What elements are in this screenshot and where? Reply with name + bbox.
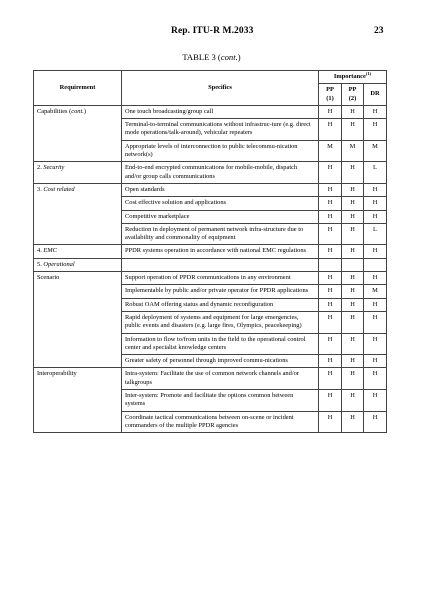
importance-label: Importance xyxy=(333,73,366,80)
specifics-cell: One touch broadcasting/group call xyxy=(122,105,319,118)
table-row xyxy=(34,162,387,184)
importance-dr-cell: H xyxy=(364,210,387,223)
importance-pp2-cell: H xyxy=(342,285,364,298)
importance-pp2-cell: H xyxy=(342,298,364,311)
specifics-cell: Support operation of PPDR communications in any environment xyxy=(122,272,319,285)
table-row xyxy=(34,140,387,162)
requirement-cell xyxy=(34,197,122,210)
requirement-suffix: ) xyxy=(83,107,87,115)
importance-pp1-cell: H xyxy=(319,272,342,285)
importance-dr-cell xyxy=(364,258,387,271)
importance-pp2-cell: H xyxy=(342,411,364,433)
header-importance xyxy=(319,71,387,84)
specifics-cell: Competitive marketplace xyxy=(122,210,319,223)
specifics-cell: Open standards xyxy=(122,183,319,196)
requirement-cell xyxy=(34,140,122,162)
importance-dr-cell: H xyxy=(364,390,387,412)
requirement-cell xyxy=(34,119,122,141)
importance-pp2-cell: M xyxy=(342,140,364,162)
requirement-cell xyxy=(34,311,122,333)
specifics-cell: Information to flow to/from units in the field to the operational control center and specialist knowledge centers xyxy=(122,333,319,355)
importance-pp1-cell: H xyxy=(319,390,342,412)
table-row xyxy=(34,210,387,223)
importance-dr-cell: L xyxy=(364,162,387,184)
importance-dr-cell: H xyxy=(364,411,387,433)
importance-pp1-cell: H xyxy=(319,105,342,118)
importance-pp2-cell: H xyxy=(342,355,364,368)
requirement-cell xyxy=(34,223,122,245)
importance-pp2-cell: H xyxy=(342,197,364,210)
importance-pp1-cell: H xyxy=(319,162,342,184)
importance-dr-cell: M xyxy=(364,140,387,162)
importance-pp2-cell: H xyxy=(342,245,364,258)
requirement-text: Interoperability xyxy=(37,370,77,378)
requirement-cell xyxy=(34,298,122,311)
requirement-text: 2. xyxy=(37,164,44,172)
importance-pp2-cell: H xyxy=(342,210,364,223)
importance-pp1-cell: H xyxy=(319,355,342,368)
requirement-text: 3. xyxy=(37,185,44,193)
importance-pp2-cell: H xyxy=(342,368,364,390)
importance-pp2-cell: H xyxy=(342,333,364,355)
specifics-cell: Cost effective solution and applications xyxy=(122,197,319,210)
importance-pp1-cell: H xyxy=(319,311,342,333)
importance-pp1-cell: H xyxy=(319,210,342,223)
specifics-cell: Intra-system: Facilitate the use of common network channels and/or talkgroups xyxy=(122,368,319,390)
table-row xyxy=(34,197,387,210)
table-row xyxy=(34,285,387,298)
importance-dr-cell: H xyxy=(364,311,387,333)
requirement-cell xyxy=(34,258,122,271)
importance-dr-cell: H xyxy=(364,333,387,355)
importance-pp1-cell: H xyxy=(319,119,342,141)
table-row xyxy=(34,183,387,196)
importance-dr-cell: H xyxy=(364,368,387,390)
header-dr: DR xyxy=(364,84,387,106)
table-caption xyxy=(0,52,423,62)
importance-dr-cell: M xyxy=(364,285,387,298)
header-pp1: PP (1) xyxy=(319,84,342,106)
requirements-table xyxy=(33,70,387,433)
importance-dr-cell: H xyxy=(364,105,387,118)
importance-pp2-cell: H xyxy=(342,390,364,412)
requirement-italic-text: EMC xyxy=(43,247,57,255)
importance-pp1-cell: H xyxy=(319,298,342,311)
importance-pp1-cell: H xyxy=(319,197,342,210)
specifics-cell: Rapid deployment of systems and equipment for large emergencies, public events and disasters (e.g. large fires, Olympics, peacekeeping) xyxy=(122,311,319,333)
caption-prefix: TABLE 3 ( xyxy=(182,52,221,62)
specifics-cell: End-to-end encrypted communications for mobile-mobile, dispatch and/or group calls communications xyxy=(122,162,319,184)
specifics-cell: Inter-system: Promote and facilitate the options common between systems xyxy=(122,390,319,412)
importance-pp2-cell: H xyxy=(342,162,364,184)
requirement-text: Capabilities ( xyxy=(37,107,72,115)
header-pp2: PP (2) xyxy=(342,84,364,106)
table-row xyxy=(34,311,387,333)
report-title: Rep. ITU-R M.2033 xyxy=(171,26,254,36)
table-row xyxy=(34,258,387,271)
specifics-cell: Coordinate tactical communications between on-scene or incident commanders of the multiple PPDR agencies xyxy=(122,411,319,433)
table-row xyxy=(34,333,387,355)
importance-pp2-cell: H xyxy=(342,311,364,333)
requirement-italic-text: Security xyxy=(43,164,65,172)
requirement-cell xyxy=(34,355,122,368)
requirement-cell xyxy=(34,162,122,184)
requirement-italic-text: cont. xyxy=(71,107,84,115)
importance-pp2-cell: H xyxy=(342,119,364,141)
requirement-cell xyxy=(34,368,122,390)
importance-pp1-cell: H xyxy=(319,285,342,298)
table-row xyxy=(34,368,387,390)
importance-dr-cell: H xyxy=(364,355,387,368)
specifics-cell: Robust OAM offering status and dynamic reconfiguration xyxy=(122,298,319,311)
table-header xyxy=(34,71,387,106)
table-row xyxy=(34,223,387,245)
table-row xyxy=(34,390,387,412)
importance-dr-cell: H xyxy=(364,272,387,285)
page-number: 23 xyxy=(374,26,384,36)
importance-pp1-cell: H xyxy=(319,333,342,355)
importance-pp1-cell: H xyxy=(319,368,342,390)
table-row xyxy=(34,105,387,118)
requirement-text: 4. xyxy=(37,247,44,255)
importance-pp2-cell: H xyxy=(342,272,364,285)
specifics-cell: PPDR systems operation in accordance with national EMC regulations xyxy=(122,245,319,258)
requirement-cell xyxy=(34,245,122,258)
importance-dr-cell: H xyxy=(364,298,387,311)
importance-pp1-cell: H xyxy=(319,411,342,433)
table-row xyxy=(34,355,387,368)
importance-pp1-cell: H xyxy=(319,223,342,245)
specifics-cell: Greater safety of personnel through improved commu-nications xyxy=(122,355,319,368)
requirement-cell xyxy=(34,333,122,355)
requirement-cell xyxy=(34,210,122,223)
importance-pp1-cell xyxy=(319,258,342,271)
specifics-cell: Implementable by public and/or private operator for PPDR applications xyxy=(122,285,319,298)
requirement-cell xyxy=(34,285,122,298)
table-row xyxy=(34,245,387,258)
importance-pp2-cell xyxy=(342,258,364,271)
importance-pp1-cell: H xyxy=(319,245,342,258)
specifics-cell: Reduction in deployment of permanent network infra-structure due to availability and commonality of equipment xyxy=(122,223,319,245)
table-row xyxy=(34,119,387,141)
specifics-cell xyxy=(122,258,319,271)
requirement-text: 5. xyxy=(37,260,44,268)
specifics-cell: Appropriate levels of interconnection to public telecommu-nication network(s) xyxy=(122,140,319,162)
importance-pp2-cell: H xyxy=(342,223,364,245)
table-row xyxy=(34,272,387,285)
importance-pp1-cell: M xyxy=(319,140,342,162)
requirement-italic-text: Operational xyxy=(43,260,75,268)
requirement-text: Scenario xyxy=(37,274,60,282)
requirement-cell xyxy=(34,105,122,118)
requirement-cell xyxy=(34,272,122,285)
table-row xyxy=(34,298,387,311)
importance-pp1-cell: H xyxy=(319,183,342,196)
table-body xyxy=(34,105,387,432)
importance-pp2-cell: H xyxy=(342,105,364,118)
requirement-italic-text: Cost related xyxy=(43,185,75,193)
importance-dr-cell: L xyxy=(364,223,387,245)
importance-dr-cell: H xyxy=(364,197,387,210)
requirement-cell xyxy=(34,411,122,433)
importance-footnote-ref: (1) xyxy=(365,70,372,76)
caption-suffix: ) xyxy=(237,52,241,62)
requirement-cell xyxy=(34,183,122,196)
requirement-cell xyxy=(34,390,122,412)
table-row xyxy=(34,411,387,433)
importance-dr-cell: H xyxy=(364,183,387,196)
specifics-cell: Terminal-to-terminal communications without infrastruc-ture (e.g. direct mode operations/talk-around), vehicular repeaters xyxy=(122,119,319,141)
importance-pp2-cell: H xyxy=(342,183,364,196)
caption-cont: cont. xyxy=(220,52,238,62)
importance-dr-cell: H xyxy=(364,119,387,141)
header-requirement: Requirement xyxy=(34,71,122,106)
header-specifics: Specifics xyxy=(122,71,319,106)
importance-dr-cell: H xyxy=(364,245,387,258)
